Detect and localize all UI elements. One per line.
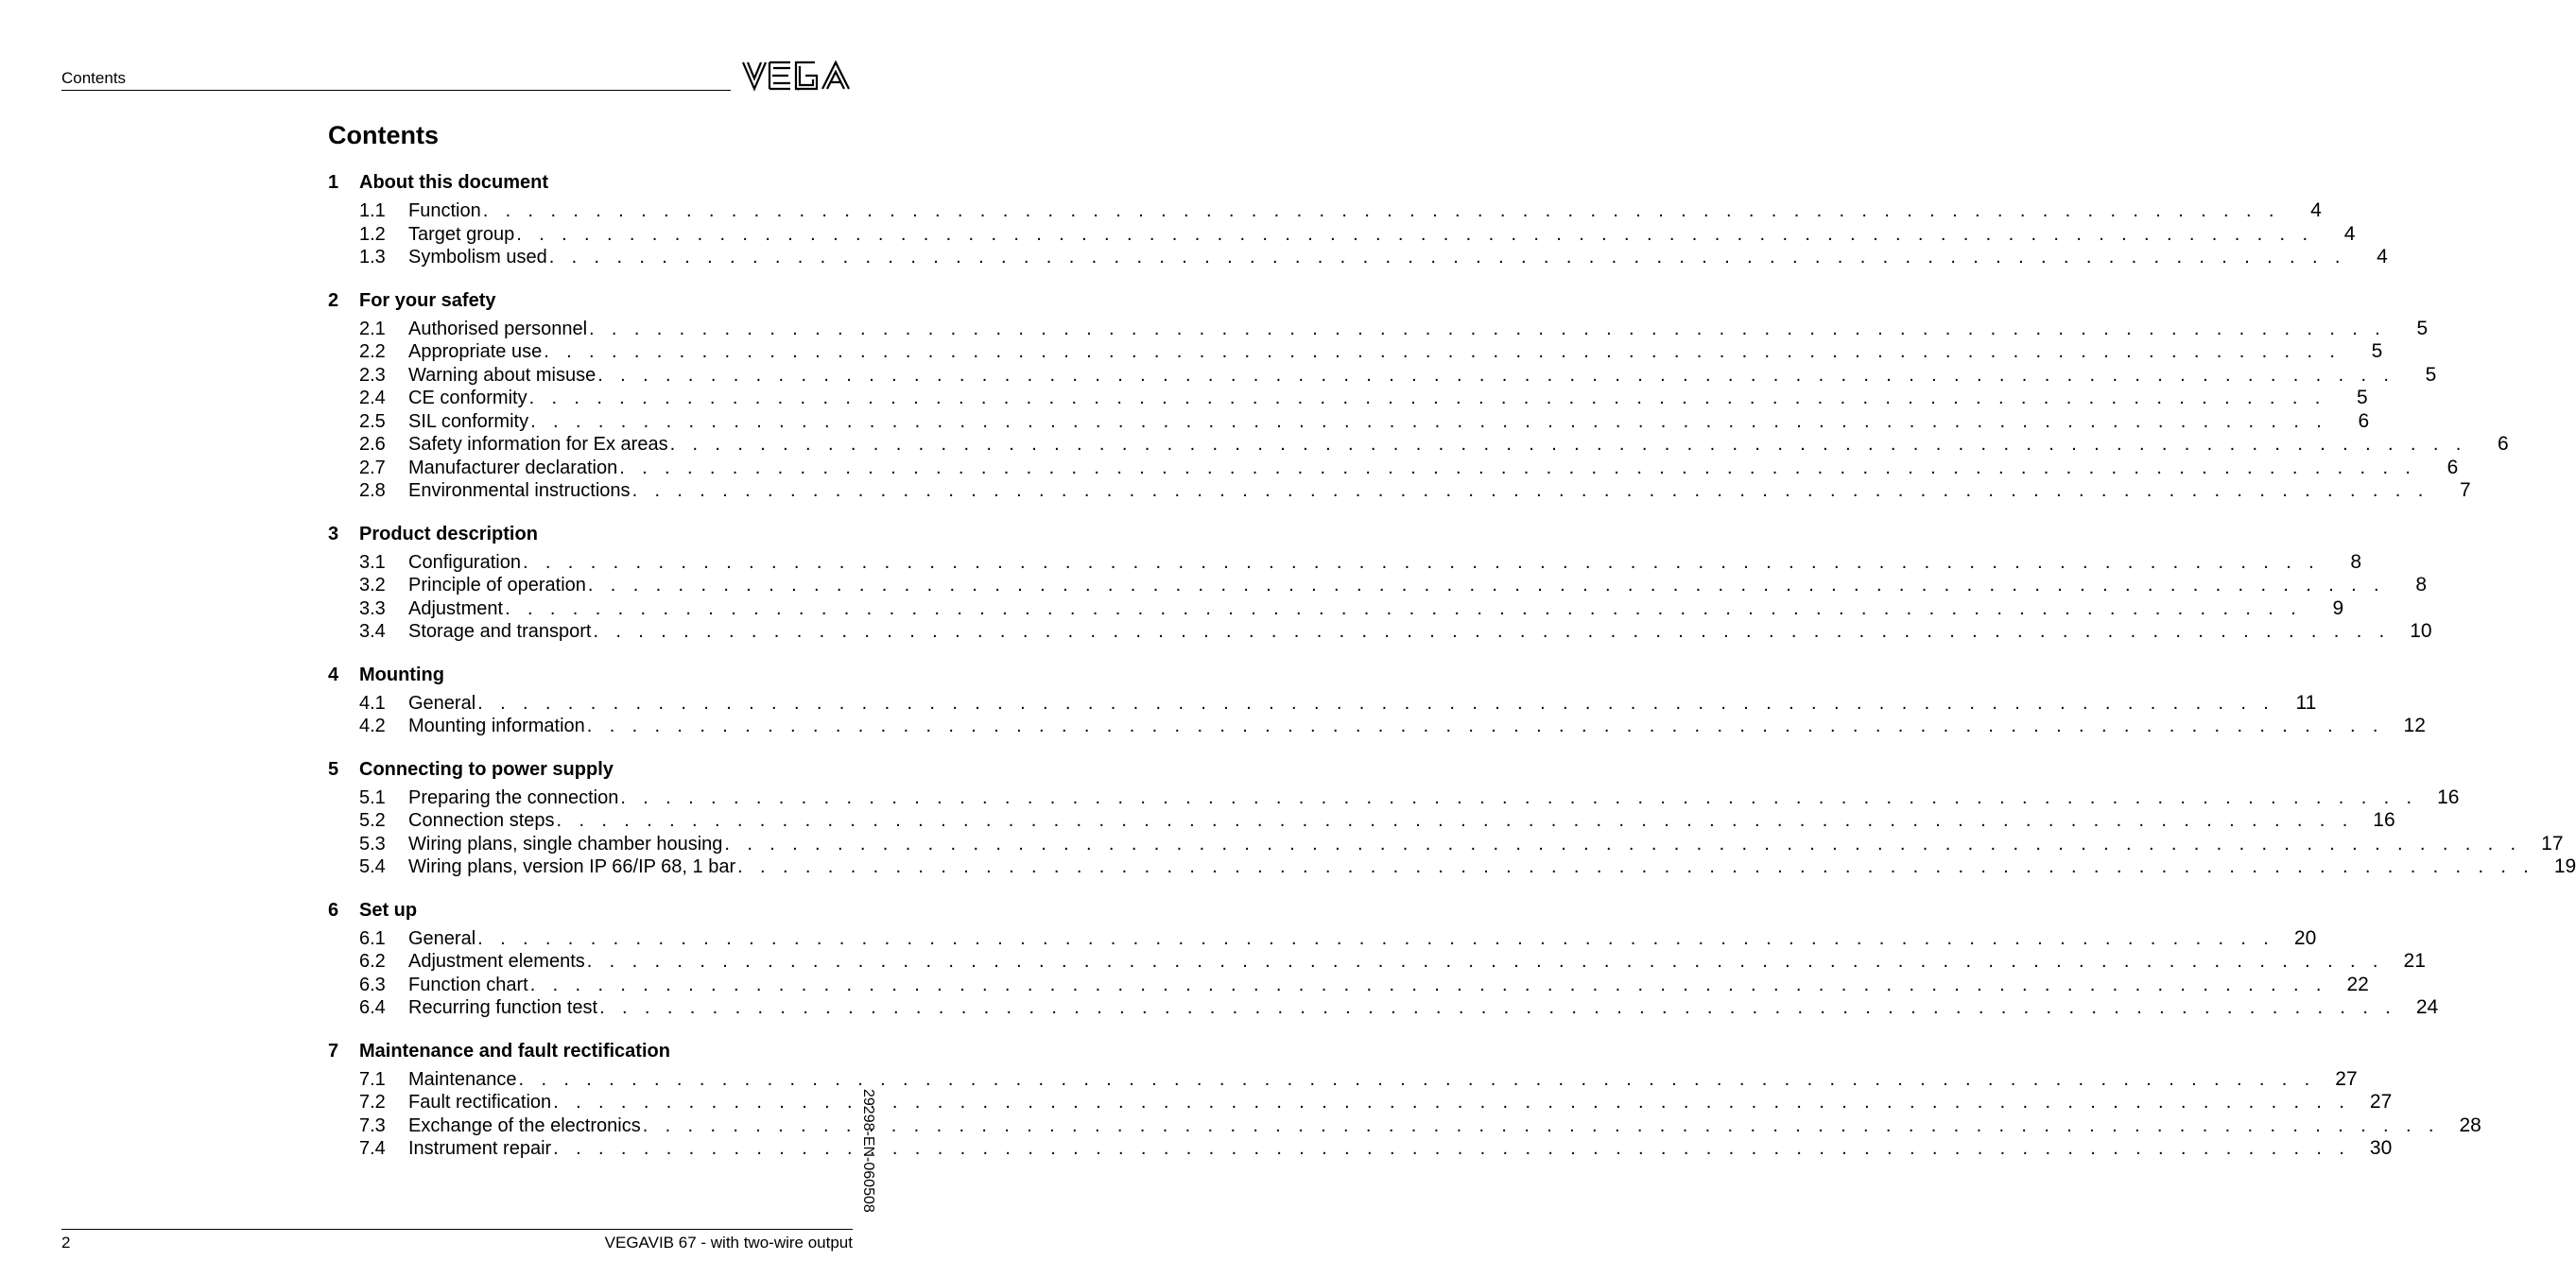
entry-number: 1.2 <box>359 223 386 245</box>
entry-title: General <box>408 692 476 714</box>
entry-title: Target group <box>408 223 515 245</box>
dot-leader: . . . . . . . . . . . . . . . . . . . . . . . . . . . . . . . . . . . . . . . . . . . . . . . . . . . . . . . . . . . . . . . . . . . . . . . . . . . . . . . . <box>544 341 2342 362</box>
toc-entry[interactable] <box>328 409 2370 434</box>
toc-entry[interactable] <box>328 996 2439 1020</box>
section-title: Connecting to power supply <box>359 758 614 780</box>
toc-entry[interactable] <box>328 1091 2393 1114</box>
footer-product-name: VEGAVIB 67 - with two-wire output <box>604 1234 853 1252</box>
dot-leader: . . . . . . . . . . . . . . . . . . . . . . . . . . . . . . . . . . . . . . . . . . . . . . . . . . . . . . . . . . . . . . . . . . . . . . . . . . . . . . . . <box>631 480 2429 501</box>
dot-leader: . . . . . . . . . . . . . . . . . . . . . . . . . . . . . . . . . . . . . . . . . . . . . . . . . . . . . . . . . . . . . . . . . . . . . . . . . . . . . . . . <box>528 388 2326 408</box>
dot-leader: . . . . . . . . . . . . . . . . . . . . . . . . . . . . . . . . . . . . . . . . . . . . . . . . . . . . . . . . . . . . . . . . . . . . . . . . . . . . . . . . <box>530 410 2328 432</box>
entry-page-number: 17 <box>2541 832 2564 855</box>
toc-entry[interactable] <box>328 479 2471 503</box>
entry-number: 1.3 <box>359 247 386 268</box>
entry-page-number: 16 <box>2373 809 2395 831</box>
toc-section <box>328 286 2509 503</box>
entry-number: 5.4 <box>359 856 386 877</box>
toc-entry-list <box>328 926 2439 1020</box>
entry-number: 2.4 <box>359 388 386 408</box>
entry-number: 2.8 <box>359 480 386 501</box>
entry-page-number: 6 <box>2358 409 2370 432</box>
entry-title: Authorised personnel <box>408 318 588 339</box>
entry-page-number: 27 <box>2335 1067 2358 1090</box>
section-number: 4 <box>328 664 339 685</box>
document-code: 29298-EN-060508 <box>860 1089 876 1213</box>
dot-leader: . . . . . . . . . . . . . . . . . . . . . . . . . . . . . . . . . . . . . . . . . . . . . . . . . . . . . . . . . . . . . . . . . . . . . . . . . . . . . . . . <box>477 692 2275 714</box>
toc-section <box>328 896 2439 1020</box>
entry-title: Function <box>408 200 481 221</box>
entry-number: 7.4 <box>359 1138 386 1159</box>
toc-entry[interactable] <box>328 596 2344 621</box>
footer-rule <box>61 1229 853 1230</box>
toc-entry[interactable] <box>328 363 2437 388</box>
entry-number: 2.6 <box>359 434 386 455</box>
dot-leader: . . . . . . . . . . . . . . . . . . . . . . . . . . . . . . . . . . . . . . . . . . . . . . . . . . . . . . . . . . . . . . . . . . . . . . . . . . . . . . . . <box>586 951 2384 972</box>
toc-entry[interactable] <box>328 809 2395 833</box>
entry-page-number: 9 <box>2332 596 2344 619</box>
dot-leader: . . . . . . . . . . . . . . . . . . . . . . . . . . . . . . . . . . . . . . . . . . . . . . . . . . . . . . . . . . . . . . . . . . . . . . . . . . . . . . . . <box>593 621 2391 642</box>
dot-leader: . . . . . . . . . . . . . . . . . . . . . . . . . . . . . . . . . . . . . . . . . . . . . . . . . . . . . . . . . . . . . . . . . . . . . . . . . . . . . . . . <box>587 575 2385 596</box>
entry-number: 6.1 <box>359 927 386 949</box>
entry-page-number: 5 <box>2416 317 2429 339</box>
entry-title: Wiring plans, version IP 66/IP 68, 1 bar <box>408 856 736 877</box>
toc-entry-list <box>328 550 2432 644</box>
entry-number: 3.1 <box>359 551 386 573</box>
entry-number: 3.4 <box>359 621 386 642</box>
toc-section-heading[interactable] <box>328 520 853 548</box>
toc-entry[interactable] <box>328 620 2432 644</box>
toc-entry[interactable] <box>328 387 2368 410</box>
entry-title: SIL conformity <box>408 410 529 432</box>
toc-entry-list <box>328 786 2576 879</box>
entry-title: Adjustment elements <box>408 951 585 972</box>
entry-number: 2.3 <box>359 364 386 386</box>
toc-entry[interactable] <box>328 456 2459 480</box>
dot-leader: . . . . . . . . . . . . . . . . . . . . . . . . . . . . . . . . . . . . . . . . . . . . . . . . . . . . . . . . . . . . . . . . . . . . . . . . . . . . . . . . <box>477 927 2275 949</box>
entry-page-number: 5 <box>2425 363 2437 386</box>
dot-leader: . . . . . . . . . . . . . . . . . . . . . . . . . . . . . . . . . . . . . . . . . . . . . . . . . . . . . . . . . . . . . . . . . . . . . . . . . . . . . . . . <box>620 786 2418 808</box>
entry-page-number: 19 <box>2553 855 2576 877</box>
dot-leader: . . . . . . . . . . . . . . . . . . . . . . . . . . . . . . . . . . . . . . . . . . . . . . . . . . . . . . . . . . . . . . . . . . . . . . . . . . . . . . . . <box>518 1068 2316 1090</box>
entry-page-number: 4 <box>2310 199 2322 221</box>
entry-page-number: 5 <box>2357 387 2368 408</box>
toc-entry[interactable] <box>328 340 2383 364</box>
entry-page-number: 10 <box>2410 620 2432 642</box>
entry-page-number: 8 <box>2350 550 2362 573</box>
toc-section-heading[interactable] <box>328 896 853 924</box>
toc-entry[interactable] <box>328 691 2317 716</box>
section-title: For your safety <box>359 289 496 311</box>
toc-entry[interactable] <box>328 1114 2481 1138</box>
entry-title: Recurring function test <box>408 997 598 1018</box>
entry-number: 4.1 <box>359 692 386 714</box>
entry-number: 5.3 <box>359 833 386 855</box>
svg-text:VEGA: VEGA <box>797 91 800 92</box>
entry-page-number: 16 <box>2437 786 2460 808</box>
vega-logo <box>741 60 853 92</box>
toc-section-heading[interactable] <box>328 661 853 689</box>
entry-number: 2.1 <box>359 318 386 339</box>
entry-number: 2.7 <box>359 457 386 478</box>
entry-page-number: 22 <box>2346 973 2369 995</box>
entry-title: Mounting information <box>408 716 585 736</box>
dot-leader: . . . . . . . . . . . . . . . . . . . . . . . . . . . . . . . . . . . . . . . . . . . . . . . . . . . . . . . . . . . . . . . . . . . . . . . . . . . . . . . . <box>724 833 2522 855</box>
entry-page-number: 21 <box>2403 950 2426 972</box>
entry-page-number: 27 <box>2369 1091 2393 1113</box>
section-number: 6 <box>328 899 339 921</box>
entry-title: Instrument repair <box>408 1138 552 1159</box>
section-number: 3 <box>328 523 339 544</box>
entry-number: 3.2 <box>359 575 386 596</box>
toc-section <box>328 661 2426 738</box>
entry-page-number: 4 <box>2343 222 2356 245</box>
dot-leader: . . . . . . . . . . . . . . . . . . . . . . . . . . . . . . . . . . . . . . . . . . . . . . . . . . . . . . . . . . . . . . . . . . . . . . . . . . . . . . . . <box>516 223 2314 245</box>
section-title: Set up <box>359 899 418 921</box>
entry-title: Configuration <box>408 551 521 573</box>
toc-entry[interactable] <box>328 1137 2393 1161</box>
entry-title: Preparing the connection <box>408 786 619 808</box>
dot-leader: . . . . . . . . . . . . . . . . . . . . . . . . . . . . . . . . . . . . . . . . . . . . . . . . . . . . . . . . . . . . . . . . . . . . . . . . . . . . . . . . <box>586 716 2384 736</box>
dot-leader: . . . . . . . . . . . . . . . . . . . . . . . . . . . . . . . . . . . . . . . . . . . . . . . . . . . . . . . . . . . . . . . . . . . . . . . . . . . . . . . . <box>553 1092 2351 1113</box>
toc-entry[interactable] <box>328 246 2388 269</box>
entry-title: Adjustment <box>408 597 504 619</box>
entry-title: Maintenance <box>408 1068 517 1090</box>
toc-entry[interactable] <box>328 786 2460 810</box>
entry-page-number: 6 <box>2446 456 2459 478</box>
toc-entry[interactable] <box>328 973 2369 997</box>
dot-leader: . . . . . . . . . . . . . . . . . . . . . . . . . . . . . . . . . . . . . . . . . . . . . . . . . . . . . . . . . . . . . . . . . . . . . . . . . . . . . . . . <box>642 1114 2440 1136</box>
section-number: 5 <box>328 758 339 780</box>
entry-page-number: 20 <box>2293 926 2317 949</box>
entry-title: Safety information for Ex areas <box>408 434 668 455</box>
dot-leader: . . . . . . . . . . . . . . . . . . . . . . . . . . . . . . . . . . . . . . . . . . . . . . . . . . . . . . . . . . . . . . . . . . . . . . . . . . . . . . . . <box>669 434 2467 455</box>
entry-number: 7.1 <box>359 1068 386 1090</box>
header-rule <box>61 90 731 91</box>
toc-section-heading[interactable] <box>328 1037 853 1065</box>
entry-title: Environmental instructions <box>408 480 631 501</box>
toc-entry-list <box>328 317 2509 503</box>
section-title: Mounting <box>359 664 444 685</box>
toc-entry[interactable] <box>328 832 2564 856</box>
entry-page-number: 8 <box>2415 574 2427 596</box>
entry-number: 7.3 <box>359 1114 386 1136</box>
entry-title: Principle of operation <box>408 575 586 596</box>
toc-entry[interactable] <box>328 317 2429 341</box>
entry-page-number: 12 <box>2403 715 2426 736</box>
header-title: Contents <box>61 69 127 87</box>
entry-title: Warning about misuse <box>408 364 596 386</box>
entry-title: Exchange of the electronics <box>408 1114 641 1136</box>
entry-title: General <box>408 927 476 949</box>
entry-page-number: 7 <box>2459 479 2471 501</box>
entry-page-number: 4 <box>2377 246 2388 268</box>
toc-entry[interactable] <box>328 222 2356 247</box>
dot-leader: . . . . . . . . . . . . . . . . . . . . . . . . . . . . . . . . . . . . . . . . . . . . . . . . . . . . . . . . . . . . . . . . . . . . . . . . . . . . . . . . <box>556 810 2354 831</box>
entry-title: Connection steps <box>408 810 555 831</box>
dot-leader: . . . . . . . . . . . . . . . . . . . . . . . . . . . . . . . . . . . . . . . . . . . . . . . . . . . . . . . . . . . . . . . . . . . . . . . . . . . . . . . . <box>553 1138 2351 1159</box>
entry-number: 6.3 <box>359 974 386 995</box>
toc-section-heading[interactable] <box>328 755 853 784</box>
section-number: 1 <box>328 172 339 193</box>
entry-number: 6.2 <box>359 951 386 972</box>
dot-leader: . . . . . . . . . . . . . . . . . . . . . . . . . . . . . . . . . . . . . . . . . . . . . . . . . . . . . . . . . . . . . . . . . . . . . . . . . . . . . . . . <box>548 247 2346 268</box>
toc-entry[interactable] <box>328 574 2427 597</box>
toc-section <box>328 755 2576 879</box>
dot-leader: . . . . . . . . . . . . . . . . . . . . . . . . . . . . . . . . . . . . . . . . . . . . . . . . . . . . . . . . . . . . . . . . . . . . . . . . . . . . . . . . <box>589 318 2387 339</box>
entry-title: Wiring plans, single chamber housing <box>408 833 723 855</box>
toc-section <box>328 168 2388 269</box>
footer-page-number: 2 <box>61 1234 71 1252</box>
toc-entry[interactable] <box>328 926 2317 951</box>
section-title: Maintenance and fault rectification <box>359 1040 670 1062</box>
dot-leader: . . . . . . . . . . . . . . . . . . . . . . . . . . . . . . . . . . . . . . . . . . . . . . . . . . . . . . . . . . . . . . . . . . . . . . . . . . . . . . . . <box>599 997 2397 1018</box>
dot-leader: . . . . . . . . . . . . . . . . . . . . . . . . . . . . . . . . . . . . . . . . . . . . . . . . . . . . . . . . . . . . . . . . . . . . . . . . . . . . . . . . <box>597 364 2395 386</box>
section-title: Product description <box>359 523 538 544</box>
entry-number: 4.2 <box>359 716 386 736</box>
dot-leader: . . . . . . . . . . . . . . . . . . . . . . . . . . . . . . . . . . . . . . . . . . . . . . . . . . . . . . . . . . . . . . . . . . . . . . . . . . . . . . . . <box>619 457 2417 478</box>
toc-entry[interactable] <box>328 715 2426 738</box>
toc-section <box>328 520 2432 644</box>
entry-number: 5.1 <box>359 786 386 808</box>
entry-number: 2.5 <box>359 410 386 432</box>
entry-page-number: 30 <box>2369 1137 2393 1159</box>
entry-number: 1.1 <box>359 200 386 221</box>
toc-entry[interactable] <box>328 550 2362 575</box>
entry-page-number: 11 <box>2295 691 2317 714</box>
toc-entry-list <box>328 199 2388 269</box>
toc-entry[interactable] <box>328 855 2576 879</box>
entry-title: Function chart <box>408 974 528 995</box>
toc-section-heading[interactable] <box>328 286 853 315</box>
entry-page-number: 5 <box>2371 340 2383 362</box>
toc-entry[interactable] <box>328 433 2509 457</box>
document-title: Contents <box>328 121 439 149</box>
entry-title: Appropriate use <box>408 341 543 362</box>
entry-number: 2.2 <box>359 341 386 362</box>
entry-page-number: 6 <box>2498 433 2509 455</box>
dot-leader: . . . . . . . . . . . . . . . . . . . . . . . . . . . . . . . . . . . . . . . . . . . . . . . . . . . . . . . . . . . . . . . . . . . . . . . . . . . . . . . . <box>482 200 2280 221</box>
toc-entry[interactable] <box>328 199 2322 223</box>
dot-leader: . . . . . . . . . . . . . . . . . . . . . . . . . . . . . . . . . . . . . . . . . . . . . . . . . . . . . . . . . . . . . . . . . . . . . . . . . . . . . . . . <box>522 551 2321 573</box>
entry-number: 5.2 <box>359 810 386 831</box>
entry-number: 7.2 <box>359 1092 386 1113</box>
entry-title: Fault rectification <box>408 1092 552 1113</box>
entry-number: 6.4 <box>359 997 386 1018</box>
section-title: About this document <box>359 172 548 193</box>
entry-title: CE conformity <box>408 388 527 408</box>
toc-section-heading[interactable] <box>328 168 853 197</box>
section-number: 2 <box>328 289 339 311</box>
entry-page-number: 28 <box>2459 1114 2481 1136</box>
entry-title: Manufacturer declaration <box>408 457 618 478</box>
toc-entry[interactable] <box>328 1067 2358 1092</box>
entry-number: 3.3 <box>359 597 386 619</box>
entry-title: Symbolism used <box>408 247 547 268</box>
section-number: 7 <box>328 1040 339 1062</box>
dot-leader: . . . . . . . . . . . . . . . . . . . . . . . . . . . . . . . . . . . . . . . . . . . . . . . . . . . . . . . . . . . . . . . . . . . . . . . . . . . . . . . . <box>737 856 2535 877</box>
dot-leader: . . . . . . . . . . . . . . . . . . . . . . . . . . . . . . . . . . . . . . . . . . . . . . . . . . . . . . . . . . . . . . . . . . . . . . . . . . . . . . . . <box>529 974 2327 995</box>
toc-entry[interactable] <box>328 950 2426 974</box>
entry-title: Storage and transport <box>408 621 592 642</box>
entry-page-number: 24 <box>2415 996 2439 1018</box>
toc-entry-list <box>328 691 2426 738</box>
dot-leader: . . . . . . . . . . . . . . . . . . . . . . . . . . . . . . . . . . . . . . . . . . . . . . . . . . . . . . . . . . . . . . . . . . . . . . . . . . . . . . . . <box>505 597 2303 619</box>
